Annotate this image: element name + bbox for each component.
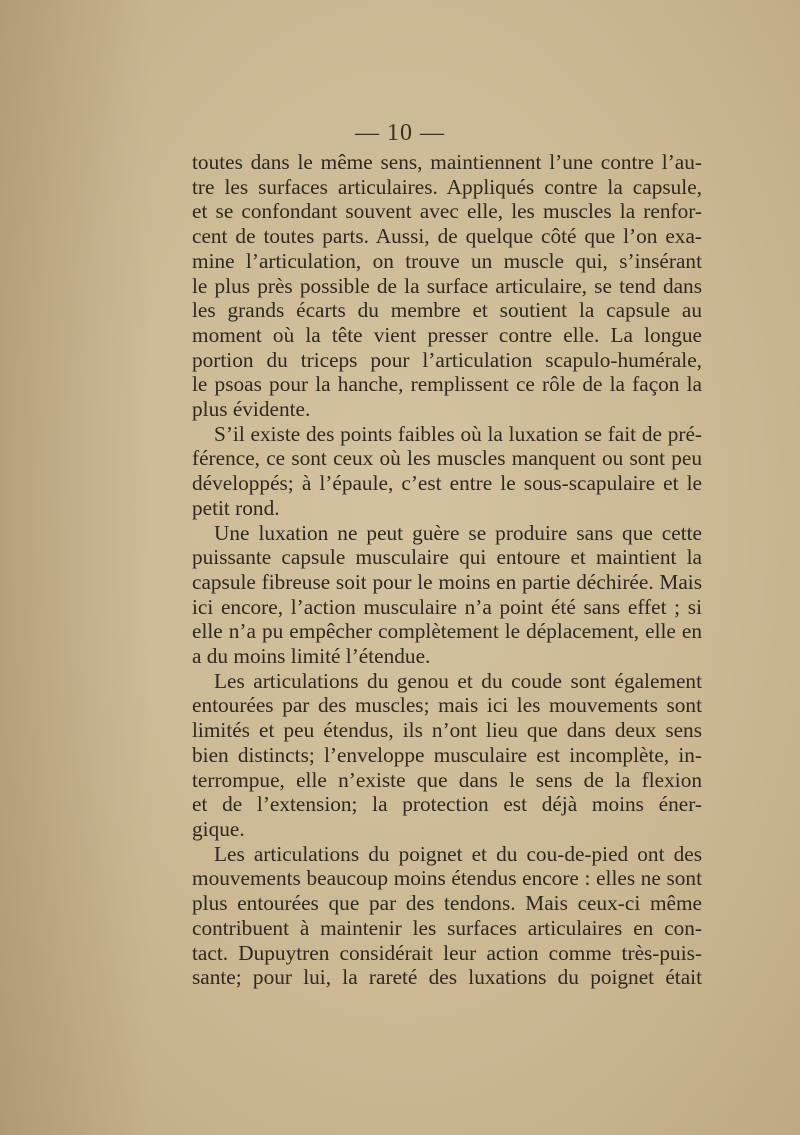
page-number: — 10 — [355, 120, 445, 146]
text-line: entourées par des muscles; mais ici les mouvements sont [192, 693, 702, 718]
text-line: et de l’extension; la protection est déjà moins éner- [192, 792, 702, 817]
text-line: mouvements beaucoup moins étendus encore : elles ne sont [192, 866, 702, 891]
text-line: Une luxation ne peut guère se produire sans que cette [214, 520, 702, 545]
text-line: ici encore, l’action musculaire n’a point été sans effet ; si [192, 594, 702, 619]
text-line: plus évidente. [192, 397, 311, 422]
text-line: les grands écarts du membre et soutient la capsule au [192, 298, 702, 323]
text-line: bien distincts; l’enveloppe musculaire est incomplète, in- [192, 742, 702, 767]
text-line: le plus près possible de la surface articulaire, se tend dans [192, 273, 702, 298]
text-line: cent de toutes parts. Aussi, de quelque côté que l’on exa- [192, 224, 702, 249]
text-line: Les articulations du genou et du coude sont également [214, 668, 702, 693]
body-text [192, 150, 702, 990]
text-line: gique. [192, 816, 245, 841]
text-line: contribuent à maintenir les surfaces articulaires en con- [192, 915, 702, 940]
text-line: limités et peu étendus, ils n’ont lieu que dans deux sens [192, 718, 702, 743]
text-line: puissante capsule musculaire qui entoure et maintient la [192, 545, 702, 570]
text-line: le psoas pour la hanche, remplissent ce rôle de la façon la [192, 372, 702, 397]
text-line: capsule fibreuse soit pour le moins en partie déchirée. Mais [192, 569, 702, 594]
text-line: tact. Dupuytren considérait leur action comme très-puis- [192, 940, 702, 965]
text-line: et se confondant souvent avec elle, les muscles la renfor- [192, 199, 702, 224]
text-line: portion du triceps pour l’articulation scapulo-humérale, [192, 347, 702, 372]
text-line: tre les surfaces articulaires. Appliqués contre la capsule, [192, 174, 702, 199]
text-line: terrompue, elle n’existe que dans le sens de la flexion [192, 767, 702, 792]
text-line: moment où la tête vient presser contre elle. La longue [192, 322, 702, 347]
text-line: développés; à l’épaule, c’est entre le sous-scapulaire et le [192, 471, 702, 496]
text-line: mine l’articulation, on trouve un muscle qui, s’insérant [192, 248, 702, 273]
text-line: férence, ce sont ceux où les muscles manquent ou sont peu [192, 446, 702, 471]
text-line: Les articulations du poignet et du cou-de-pied ont des [214, 841, 702, 866]
text-line: plus entourées que par des tendons. Mais ceux-ci même [192, 891, 702, 916]
text-line: S’il existe des points faibles où la luxation se fait de pré- [214, 421, 702, 446]
text-line: petit rond. [192, 495, 280, 520]
text-line: sante; pour lui, la rareté des luxations du poignet était [192, 965, 702, 990]
text-line: elle n’a pu empêcher complètement le déplacement, elle en [192, 619, 702, 644]
text-line: toutes dans le même sens, maintiennent l’une contre l’au- [192, 150, 702, 174]
text-line: a du moins limité l’étendue. [192, 644, 431, 669]
